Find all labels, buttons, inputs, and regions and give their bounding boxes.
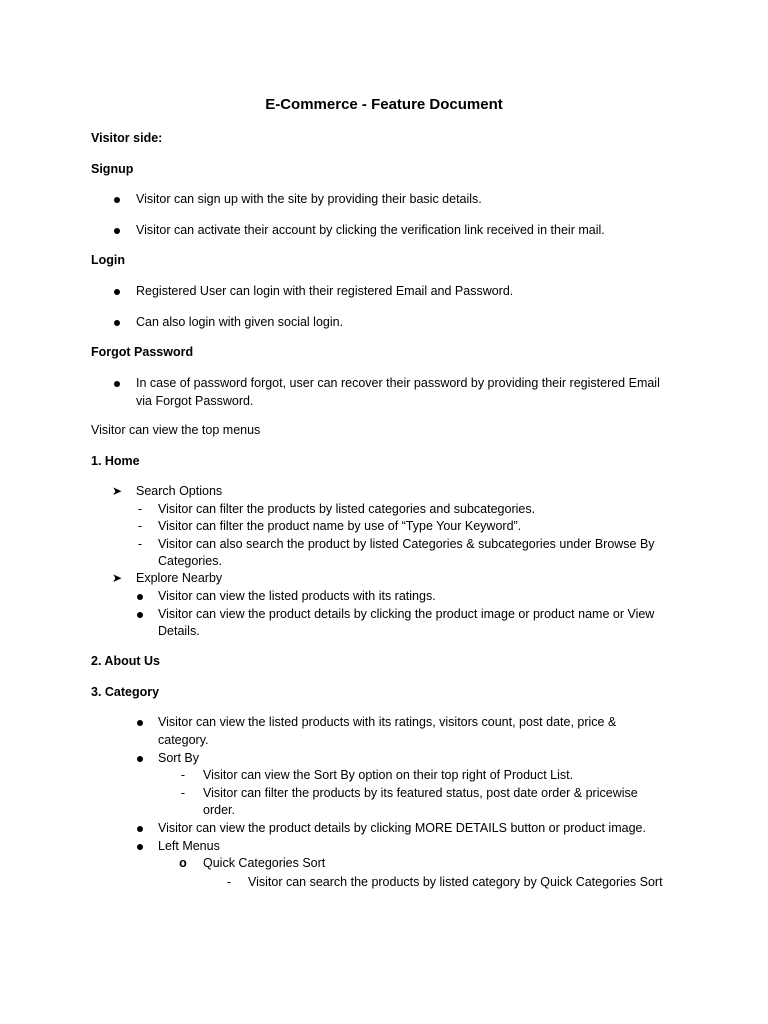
list-item: Visitor can filter the product name by use of “Type Your Keyword”.	[158, 519, 522, 533]
heading-category: 3. Category	[91, 685, 160, 699]
list-item: Can also login with given social login.	[136, 315, 344, 329]
top-menus-intro: Visitor can view the top menus	[91, 423, 261, 437]
bullet-icon	[110, 375, 124, 393]
heading-forgot-password: Forgot Password	[91, 345, 194, 359]
bullet-icon	[110, 222, 124, 240]
list-item: Visitor can view the product details by clicking the product image or product name or View	[158, 607, 655, 621]
section-visitor-side: Visitor side:	[91, 131, 163, 145]
list-item: Registered User can login with their registered Email and Password.	[136, 284, 514, 298]
list-item: Visitor can view the product details by clicking MORE DETAILS button or product image.	[158, 821, 646, 835]
bullet-icon	[110, 314, 124, 332]
dash-bullet-icon: -	[180, 768, 186, 782]
arrow-bullet-icon: ➤	[111, 571, 123, 585]
list-item-continued: via Forgot Password.	[136, 394, 254, 408]
list-item-continued: Categories.	[158, 554, 222, 568]
list-item-continued: order.	[203, 803, 235, 817]
list-item: Visitor can view the Sort By option on their top right of Product List.	[203, 768, 574, 782]
bullet-icon	[133, 606, 147, 624]
list-item: Visitor can view the listed products with its ratings, visitors count, post date, price &	[158, 715, 617, 729]
list-item: Visitor can view the listed products with its ratings.	[158, 589, 436, 603]
bullet-icon	[133, 588, 147, 606]
dash-bullet-icon: -	[226, 875, 232, 889]
heading-home: 1. Home	[91, 454, 140, 468]
bullet-icon	[133, 714, 147, 732]
list-item: Visitor can filter the products by listed categories and subcategories.	[158, 502, 536, 516]
list-item: Visitor can activate their account by clicking the verification link received in their mail.	[136, 223, 605, 237]
bullet-icon	[133, 750, 147, 768]
list-item: Visitor can sign up with the site by providing their basic details.	[136, 192, 482, 206]
list-item-continued: Details.	[158, 624, 200, 638]
heading-signup: Signup	[91, 162, 134, 176]
list-item: Visitor can also search the product by listed Categories & subcategories under Browse By	[158, 537, 655, 551]
dash-bullet-icon: -	[180, 786, 186, 800]
page-title: E-Commerce - Feature Document	[265, 96, 503, 113]
heading-login: Login	[91, 253, 126, 267]
bullet-icon	[133, 838, 147, 856]
label-explore-nearby: Explore Nearby	[136, 571, 223, 585]
bullet-icon	[133, 820, 147, 838]
label-sort-by: Sort By	[158, 751, 199, 765]
dash-bullet-icon: -	[137, 502, 143, 516]
label-quick-categories-sort: Quick Categories Sort	[203, 856, 326, 870]
label-search-options: Search Options	[136, 484, 223, 498]
dash-bullet-icon: -	[137, 537, 143, 551]
circle-bullet-icon: o	[179, 856, 187, 870]
bullet-icon	[110, 283, 124, 301]
list-item: In case of password forgot, user can recover their password by providing their registered Email	[136, 376, 660, 390]
heading-about-us: 2. About Us	[91, 654, 160, 668]
bullet-icon	[110, 191, 124, 209]
dash-bullet-icon: -	[137, 519, 143, 533]
list-item-continued: category.	[158, 733, 209, 747]
label-left-menus: Left Menus	[158, 839, 220, 853]
list-item: Visitor can search the products by listed category by Quick Categories Sort	[248, 875, 663, 889]
arrow-bullet-icon: ➤	[111, 484, 123, 498]
list-item: Visitor can filter the products by its featured status, post date order & pricewise	[203, 786, 638, 800]
